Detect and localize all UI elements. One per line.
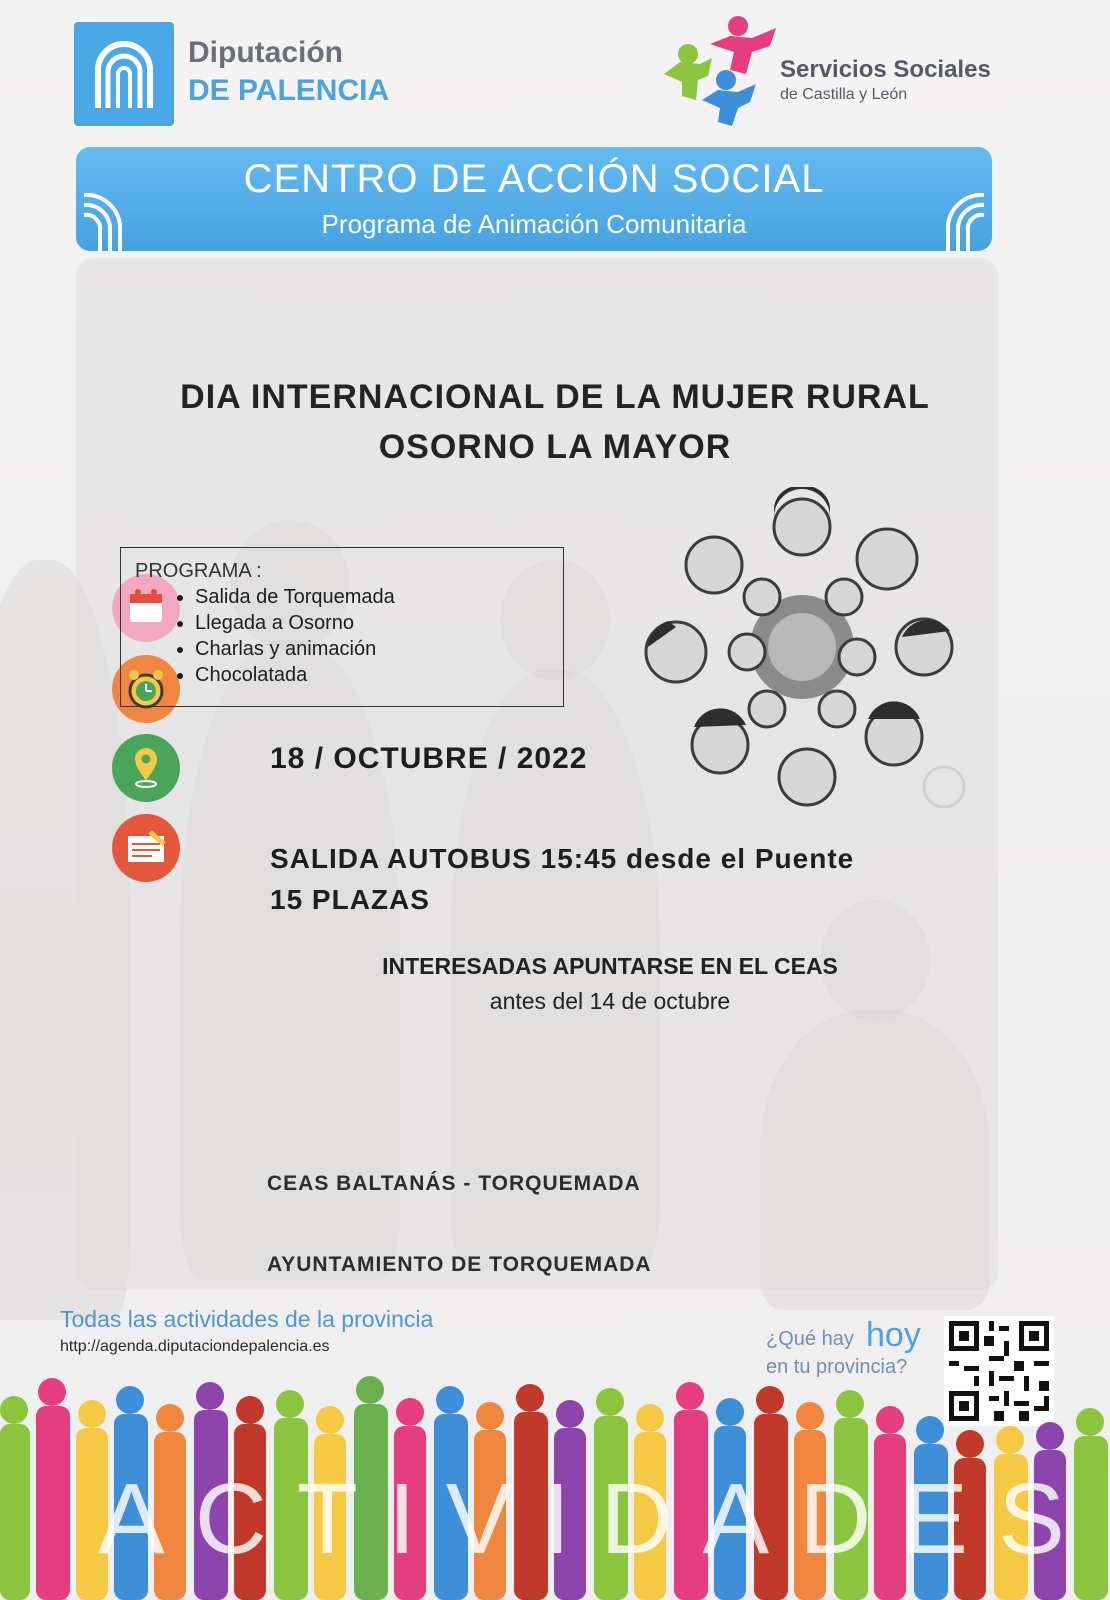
banner-subtitle: Programa de Animación Comunitaria [321, 209, 747, 239]
event-date: 18 / OCTUBRE / 2022 [270, 742, 588, 775]
en-tu-provincia-text: en tu provincia? [766, 1356, 908, 1378]
servicios-sociales-logo [660, 14, 780, 129]
location-pin-icon [112, 734, 180, 802]
diputacion-logo [74, 22, 174, 126]
servicios-line1: Servicios Sociales [780, 56, 991, 83]
programa-label: PROGRAMA : [135, 560, 262, 582]
seats-count: 15 PLAZAS [270, 884, 430, 915]
servicios-line2: de Castilla y León [780, 86, 908, 103]
bus-departure: SALIDA AUTOBUS 15:45 desde el Puente [270, 843, 855, 874]
organizer-ceas: CEAS BALTANÁS - TORQUEMADA [267, 1172, 641, 1195]
signup-note: INTERESADAS APUNTARSE EN EL CEAS [382, 953, 838, 979]
programa-box [120, 547, 564, 707]
event-location: OSORNO LA MAYOR [378, 428, 732, 466]
all-activities-text: Todas las actividades de la provincia [60, 1306, 434, 1332]
servicios-sociales-name [780, 56, 991, 104]
hoy-text: hoy [866, 1316, 921, 1354]
diputacion-line1: Diputación [188, 36, 343, 69]
diputacion-line2: DE PALENCIA [188, 74, 390, 107]
banner-arc-right-icon [942, 175, 988, 251]
banner-title: CENTRO DE ACCIÓN SOCIAL [243, 157, 825, 201]
notepad-icon [112, 814, 180, 882]
programa-item: • Chocolatada [195, 662, 395, 688]
agenda-url: http://agenda.diputaciondepalencia.es [60, 1338, 330, 1355]
programa-item: • Charlas y animación [195, 636, 395, 662]
women-circle-illustration [632, 487, 972, 817]
programa-item: • Llegada a Osorno [195, 610, 395, 636]
organizer-ayuntamiento: AYUNTAMIENTO DE TORQUEMADA [267, 1253, 652, 1276]
programa-list [173, 584, 395, 688]
actividades-watermark: ACTIVIDADES [98, 1463, 1095, 1575]
event-title: DIA INTERNACIONAL DE LA MUJER RURAL [180, 378, 930, 416]
diputacion-name [188, 34, 389, 110]
que-hay-text: ¿Qué hay [766, 1328, 854, 1350]
programa-item: • Salida de Torquemada [195, 584, 395, 610]
signup-deadline: antes del 14 de octubre [489, 988, 731, 1014]
centro-accion-social-banner [76, 147, 992, 251]
